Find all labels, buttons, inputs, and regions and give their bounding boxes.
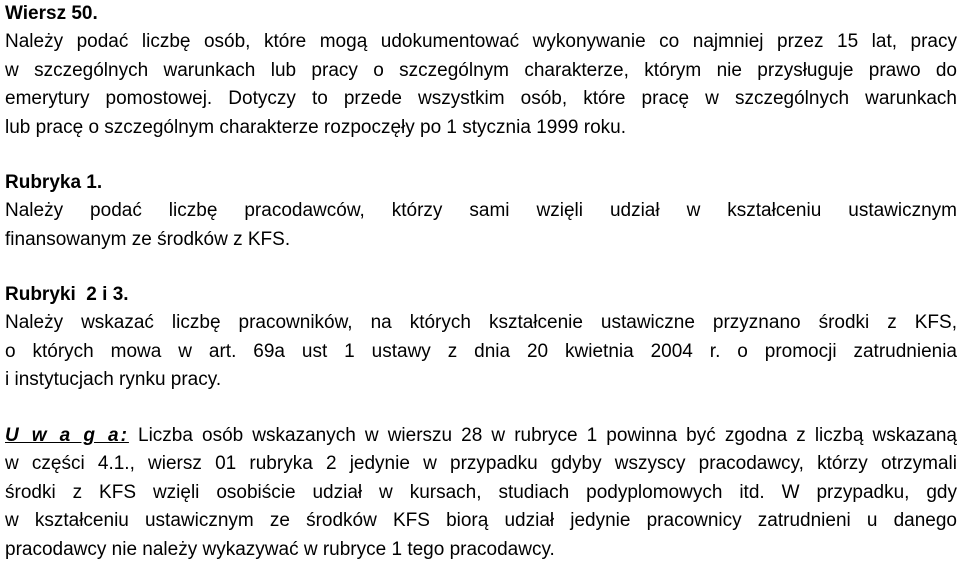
section-rubryka-1 <box>5 169 957 254</box>
text-line: w kształceniu ustawicznym ze środków KFS biorą udział jedynie pracownicy zatrudnieni u danego <box>5 507 957 536</box>
section-uwaga <box>5 422 957 564</box>
text-line: lub pracę o szczególnym charakterze rozpoczęły po 1 stycznia 1999 roku. <box>5 114 957 143</box>
text-line: emerytury pomostowej. Dotyczy to przede wszystkim osób, które pracę w szczególnych warunkach <box>5 85 957 114</box>
section-rubryki-2-3 <box>5 281 957 395</box>
paragraph-rubryka-1 <box>5 197 957 254</box>
text-line: środki z KFS wzięli osobiście udział w kursach, studiach podyplomowych itd. W przypadku, gdy <box>5 479 957 508</box>
text-line: w szczególnych warunkach lub pracy o szczególnym charakterze, którym nie przysługuje prawo do <box>5 57 957 86</box>
paragraph-rubryki-2-3 <box>5 309 957 395</box>
text-line: o których mowa w art. 69a ust 1 ustawy z dnia 20 kwietnia 2004 r. o promocji zatrudnienia <box>5 338 957 367</box>
uwaga-first-line: Liczba osób wskazanych w wierszu 28 w rubryce 1 powinna być zgodna z liczbą wskazaną <box>129 425 957 446</box>
paragraph-uwaga <box>5 422 957 564</box>
text-line: i instytucjach rynku pracy. <box>5 366 957 395</box>
paragraph-wiersz-50 <box>5 28 957 142</box>
uwaga-label: U w a g a: <box>5 425 129 446</box>
spacer <box>5 142 957 169</box>
text-line: pracodawcy nie należy wykazywać w rubryce 1 tego pracodawcy. <box>5 536 957 564</box>
spacer <box>5 395 957 422</box>
heading-rubryka-1: Rubryka 1. <box>5 169 957 197</box>
section-wiersz-50 <box>5 0 957 142</box>
text-line: w części 4.1., wiersz 01 rubryka 2 jedynie w przypadku gdyby wszyscy pracodawcy, którzy otrzymali <box>5 450 957 479</box>
text-line: finansowanym ze środków z KFS. <box>5 226 957 255</box>
text-line: Należy podać liczbę osób, które mogą udokumentować wykonywanie co najmniej przez 15 lat, pracy <box>5 28 957 57</box>
text-line <box>5 422 957 451</box>
document-page <box>5 0 957 564</box>
heading-wiersz-50: Wiersz 50. <box>5 0 957 28</box>
text-line: Należy wskazać liczbę pracowników, na których kształcenie ustawiczne przyznano środki z KFS, <box>5 309 957 338</box>
heading-rubryki-2-3: Rubryki 2 i 3. <box>5 281 957 309</box>
text-line: Należy podać liczbę pracodawców, którzy sami wzięli udział w kształceniu ustawicznym <box>5 197 957 226</box>
spacer <box>5 254 957 281</box>
